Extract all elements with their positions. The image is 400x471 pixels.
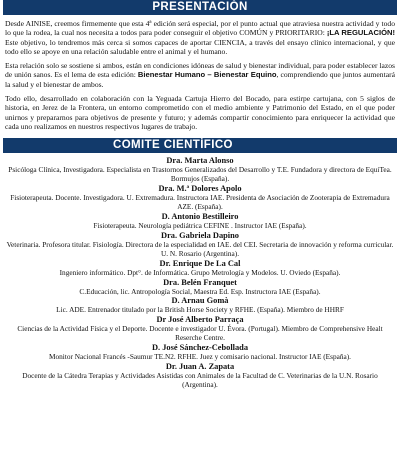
intro-p1-text2: Este objetivo, lo tendremos más cerca si somos capaces de aportar CIENCIA, a través del ensayo clínico internacional, y que todo ello se apoye en una relación saludable entre el animal y el humano. (5, 37, 395, 56)
committee-member (4, 296, 396, 315)
intro-p1-text: Desde AINISE, creemos firmemente que esta 4ª edición será especial, por el punto actual que atraviesa nuestra actividad y todo lo que la rodea, la cual nos necesita a todos para poder conseguir el objetivo COMÚN y PRIORITARIO: (5, 19, 395, 38)
committee-member (4, 362, 396, 390)
committee-member (4, 278, 396, 297)
member-name: Dra. Marta Alonso (166, 156, 234, 166)
intro-p2-text2: , comprendiendo que juntos aumentará la salud y el bienestar de ambos. (5, 70, 395, 89)
member-name: D. Arnau Gomà (171, 296, 229, 306)
member-description: Fisioterapeuta. Docente. Investigadora. U. Extremadura. Instructora IAE. Presidenta de Asociación de Zooterapia de Extremadura AZE. (España). (10, 193, 390, 211)
member-description: Docente de la Cátedra Terapias y Actividades Asistidas con Animales de la Facultad de C. Veterinarias de la U.N. Rosario (Argentina). (22, 371, 378, 389)
committee-member (4, 156, 396, 184)
member-name: Dr José Alberto Parraça (156, 315, 244, 325)
intro-p1-emphasis: ¡LA REGULACIÓN! (326, 28, 395, 38)
member-name: D. José Sánchez-Cebollada (151, 343, 249, 353)
comite-heading: COMITE CIENTÍFICO (3, 138, 397, 153)
presentacion-section (0, 15, 400, 138)
presentacion-heading: PRESENTACIÓN (3, 0, 397, 15)
member-name: Dra. Belén Franquet (163, 277, 237, 287)
intro-paragraph-1 (5, 19, 395, 56)
member-name: Dr. Juan A. Zapata (165, 362, 235, 372)
member-description: Fisioterapeuta. Neurología pediátrica CEFINE . Instructor IAE (España). (93, 220, 307, 230)
intro-p2-emphasis: Bienestar Humano – Bienestar Equino (137, 70, 277, 80)
committee-member (4, 184, 396, 212)
member-name: Dr. Enrique De La Cal (159, 258, 241, 268)
member-description: Veterinaria. Profesora titular. Fisiología. Directora de la especialidad en IAE. del CEI. Secretaria de innovación y reforma curricular. U. N. Rosario (Argentina). (6, 239, 394, 258)
member-name: Dra. M.ª Dolores Apolo (158, 184, 242, 194)
committee-member (4, 343, 396, 362)
member-name: D. Antonio Bestilleiro (161, 211, 239, 221)
committee-member (4, 315, 396, 343)
member-description: C.Educación, lic. Antropología Social, Maestra Ed. Esp. Instructora IAE (España). (79, 286, 321, 296)
member-description: Monitor Nacional Francés -Saumur TE.N2. RFHE. Juez y comisario nacional. Instructor IAE (España). (48, 352, 351, 362)
member-name: Dra. Gabriela Dapino (161, 230, 239, 240)
member-description: Ciencias de la Actividad Física y el Deporte. Docente e investigador U. Évora. (Portugal). Miembro de Comprehensive Healt Reserche Centre. (17, 324, 383, 343)
member-description: Ingeniero informático. Dpt°. de Informática. Grupo Metrología y Modelos. U. Oviedo (España). (59, 267, 341, 277)
member-description: Lic. ADE. Entrenador titulado por la British Horse Society y RFHE. (España). Miembro de HHRF (56, 305, 344, 315)
committee-member (4, 212, 396, 231)
committee-member (4, 259, 396, 278)
committee-member (4, 231, 396, 259)
member-description: Psicóloga Clínica, Investigadora. Especialista en Trastornos Generalizados del Desarrollo y T.E. Fundadora y directora de EquiTea. Bormujos (España). (8, 165, 392, 184)
committee-list (0, 153, 400, 390)
intro-paragraph-2 (5, 61, 395, 89)
intro-p2-text: Esta relación solo se sostiene si ambos, están en condiciones idóneas de salud y bienestar individual, para poder establecer lazos de unión sanos. Es el lema de esta edición: (5, 61, 395, 80)
intro-paragraph-3: Todo ello, desarrollado en colaboración con la Yeguada Cartuja Hierro del Bocado, para estirpe cartujana, con 5 siglos de historia, en Jerez de la Frontera, un entorno comprometido con el medio ambiente y Patrimonio del Estado, en el que poder unirnos y prepararnos para objetivos de presente y futuro; y además compartir conocimiento para enriquecer la actividad que cada uno realizamos en nuestros respectivos lugares de trabajo. (5, 94, 395, 131)
